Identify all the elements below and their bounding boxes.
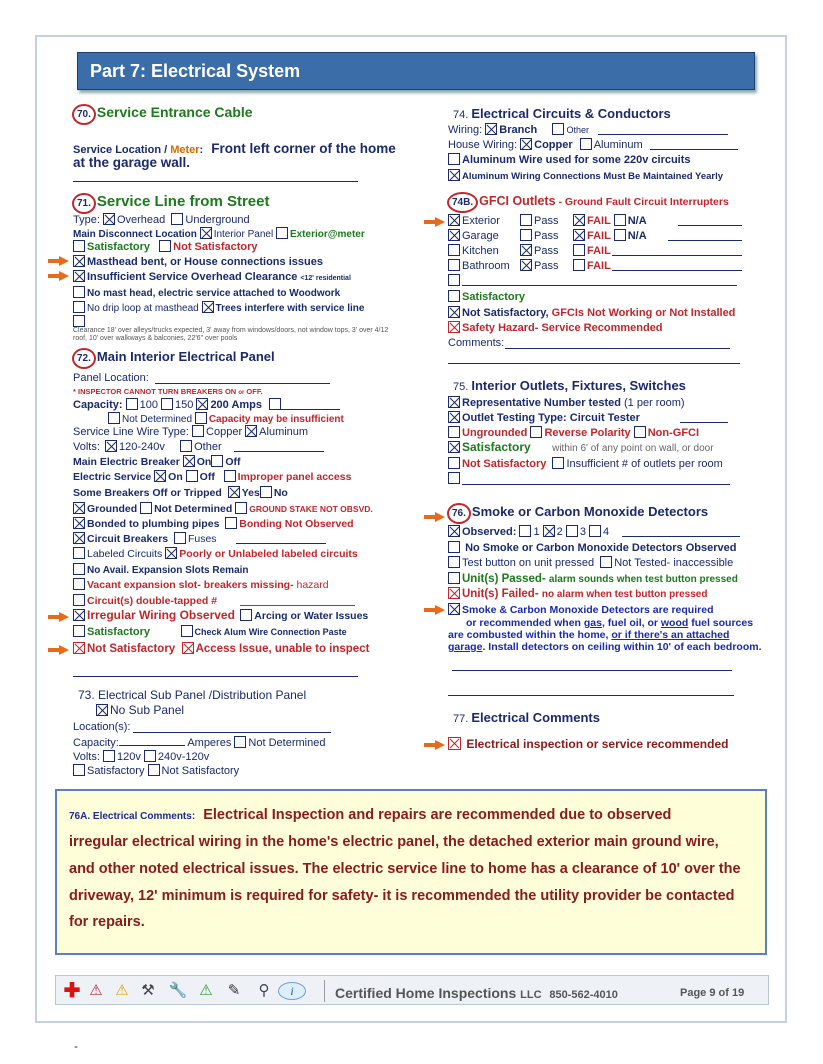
off-text: OFF. <box>246 387 263 396</box>
section-77 <box>453 711 600 726</box>
pass-label: Pass <box>534 230 559 242</box>
no-checkbox[interactable] <box>260 486 272 498</box>
clearance-note-1: Clearance 18' over alleys/trucks expected, 3' away from windows/doors, not window tops, 3' over 4/12 <box>73 327 389 334</box>
v120-label: 120v <box>116 751 141 763</box>
fuses-checkbox[interactable] <box>174 532 186 544</box>
aluminum-label: Aluminum <box>259 426 309 438</box>
comments-label: Comments: <box>448 337 505 349</box>
not-det-checkbox[interactable] <box>234 736 246 748</box>
section-70 <box>72 104 253 125</box>
capacity-label: Capacity: <box>73 737 119 749</box>
satisfactory-label: Satisfactory <box>87 765 145 777</box>
not-tested-checkbox[interactable] <box>600 556 612 568</box>
garage-checkbox[interactable] <box>448 229 460 241</box>
v240-checkbox[interactable] <box>144 750 156 762</box>
garage-pass-checkbox[interactable] <box>520 229 532 241</box>
copper-checkbox[interactable] <box>192 425 204 437</box>
info-icon: i <box>278 982 306 1000</box>
pass-label: Pass <box>534 245 559 257</box>
wiring-label: Wiring: <box>448 124 483 136</box>
testing-type-checkbox[interactable] <box>448 411 460 423</box>
v240-label: 240v-120v <box>157 751 210 763</box>
phone-number: 850-562-4010 <box>549 989 618 1001</box>
fail-label: FAIL <box>587 245 611 257</box>
circuit-breakers-label: Circuit Breakers <box>87 533 169 545</box>
item-number: 71. <box>72 193 96 214</box>
count-1-checkbox[interactable] <box>519 525 531 537</box>
not-det-label: Not Determined <box>248 737 326 749</box>
non-gfci-checkbox[interactable] <box>634 426 646 438</box>
bonding-not-label: Bonding Not Observed <box>239 518 354 530</box>
garage-na-checkbox[interactable] <box>614 229 626 241</box>
fail-label: FAIL <box>587 260 611 272</box>
aluminum-checkbox[interactable] <box>580 138 592 150</box>
rep-tested-label: Representative Number tested <box>462 397 621 409</box>
section-70-title: Service Entrance Cable <box>96 104 253 120</box>
some-breakers-label: Some Breakers Off or Tripped <box>73 487 222 499</box>
item-number: 74B. <box>447 192 478 213</box>
aluminum-checkbox[interactable] <box>245 425 257 437</box>
trees-label: Trees interfere with service line <box>215 303 365 314</box>
service-location-label: Service Location / <box>73 144 171 156</box>
arrow-icon <box>424 605 446 615</box>
bathroom-checkbox[interactable] <box>448 259 460 271</box>
ground-not-det-checkbox[interactable] <box>140 502 152 514</box>
required-text: fuel sources <box>688 617 754 629</box>
satisfactory-checkbox[interactable] <box>73 240 85 252</box>
other-label: Other <box>566 125 589 135</box>
not-satisfactory-label: Not Satisfactory <box>462 458 547 470</box>
ground-stake-label: GROUND STAKE NOT OBSVD. <box>249 504 373 514</box>
yes-label: Yes <box>241 487 260 499</box>
cap-insufficient-label: Capacity may be insufficient <box>208 414 344 425</box>
count-2-checkbox[interactable] <box>543 525 555 537</box>
section-74b-title: GFCI Outlets <box>479 194 556 208</box>
arrow-icon <box>48 271 70 281</box>
arrow-icon <box>48 612 70 622</box>
service-location-value-2: at the garage wall. <box>73 155 191 170</box>
main-disconnect-label: Main Disconnect Location <box>73 229 197 240</box>
ungrounded-label: Ungrounded <box>462 427 528 439</box>
not-tested-label: Not Tested- inaccessible <box>614 557 734 569</box>
section-header <box>77 52 755 90</box>
company-llc: LLC <box>520 989 542 1001</box>
grounded-label: Grounded <box>87 503 138 515</box>
ungrounded-checkbox[interactable] <box>448 426 460 438</box>
failed-label: Unit(s) Failed- <box>462 588 539 600</box>
amperes-label: Amperes <box>187 737 232 749</box>
ground-stake-checkbox[interactable] <box>235 502 247 514</box>
count-4-checkbox[interactable] <box>589 525 601 537</box>
test-button-label: Test button on unit pressed <box>462 557 595 569</box>
wood-text: wood <box>660 617 689 629</box>
not-satisfactory-checkbox[interactable] <box>448 457 460 469</box>
comment-line: for repairs. <box>69 914 145 930</box>
no-smoke-checkbox[interactable] <box>448 541 460 553</box>
no-sub-panel-label: No Sub Panel <box>110 703 185 717</box>
required-text: or recommended when <box>466 617 584 629</box>
blank-checkbox[interactable] <box>448 472 460 484</box>
required-text: are combusted within the home, <box>448 629 612 641</box>
section-74 <box>453 107 671 122</box>
passed-checkbox[interactable] <box>448 572 460 584</box>
pass-label: Pass <box>534 260 559 272</box>
section-73-title: Electrical Sub Panel /Distribution Panel <box>98 688 307 702</box>
cap-150-label: 150 <box>175 399 194 411</box>
exterior-label: Exterior <box>462 215 500 227</box>
count-3-label: 3 <box>579 526 586 538</box>
insufficient-outlets-checkbox[interactable] <box>552 457 564 469</box>
alum-220-label: Aluminum Wire used for some 220v circuits <box>462 154 691 166</box>
aluminum-label: Aluminum <box>593 139 643 151</box>
arrow-icon <box>48 256 70 266</box>
insufficient-clearance-checkbox[interactable] <box>73 270 85 282</box>
not-satisfactory-checkbox[interactable] <box>73 642 85 654</box>
company-name: Certified Home Inspections <box>335 985 517 1001</box>
section-77-title: Electrical Comments <box>471 710 600 725</box>
item-number: 77. <box>453 713 469 725</box>
safety-hazard-checkbox[interactable] <box>448 321 460 333</box>
count-2-label: 2 <box>556 526 563 538</box>
red-warning-icon: ⚠ <box>89 982 103 999</box>
satisfactory-checkbox[interactable] <box>448 290 460 302</box>
comments-label: 76A. Electrical Comments: <box>69 811 196 822</box>
gfci-not-label: GFCIs Not Working or Not Installed <box>551 307 736 319</box>
section-74b <box>447 192 729 213</box>
copper-checkbox[interactable] <box>520 138 532 150</box>
blank-checkbox[interactable] <box>73 315 85 327</box>
no-avail-checkbox[interactable] <box>73 563 85 575</box>
not-satisfactory-label: Not Satisfactory <box>87 643 176 655</box>
section-72-title: Main Interior Electrical Panel <box>96 349 275 364</box>
arcing-checkbox[interactable] <box>240 609 252 621</box>
kitchen-fail-checkbox[interactable] <box>573 244 585 256</box>
overhead-label: Overhead <box>116 214 166 226</box>
section-72 <box>72 348 275 369</box>
on-label: On <box>168 471 183 483</box>
not-satisfactory-checkbox[interactable] <box>148 764 160 776</box>
masthead-checkbox[interactable] <box>73 255 85 267</box>
failed-checkbox[interactable] <box>448 587 460 599</box>
hazard-label: hazard <box>296 579 329 591</box>
arrow-icon <box>424 740 446 750</box>
not-satisfactory-label: Not Satisfactory <box>173 241 258 253</box>
labeled-label: Labeled Circuits <box>87 548 163 560</box>
exterior-na-checkbox[interactable] <box>614 214 626 226</box>
arrow-icon <box>424 217 446 227</box>
alum-220-checkbox[interactable] <box>448 153 460 165</box>
v120-label: 120-240v <box>118 441 165 453</box>
on-label: On <box>196 456 212 468</box>
access-issue-checkbox[interactable] <box>182 642 194 654</box>
breaker-off-checkbox[interactable] <box>211 455 223 467</box>
cap-200-checkbox[interactable] <box>196 398 208 410</box>
locations-label: Location(s): <box>73 721 131 733</box>
not-determined-checkbox[interactable] <box>108 412 120 424</box>
satisfactory-label: Satisfactory <box>462 440 531 454</box>
satisfactory-label: Satisfactory <box>87 241 150 253</box>
section-74-title: Electrical Circuits & Conductors <box>471 106 671 121</box>
testing-type-label: Outlet Testing Type: <box>462 412 567 424</box>
poorly-labeled-checkbox[interactable] <box>165 547 177 559</box>
wrench-icon: 🔧 <box>168 982 188 999</box>
breaker-on-checkbox[interactable] <box>183 455 195 467</box>
grounded-checkbox[interactable] <box>73 502 85 514</box>
comment-line: Electrical Inspection and repairs are recommended due to observed <box>203 807 672 823</box>
magnifier-icon: ⚲ <box>258 982 270 999</box>
residential-note: <12' residential <box>300 275 351 282</box>
clearance-note-2: roof, 10' over walkways & balconies, 22'6" over pools <box>73 335 238 342</box>
meter-label: Meter <box>170 144 200 156</box>
safety-hazard-label: Safety Hazard- Service Recommended <box>462 322 663 334</box>
item-number: 74. <box>453 109 469 121</box>
item-number: 72. <box>72 348 96 369</box>
yellow-warning-icon: ⚠ <box>115 982 129 999</box>
hammer-icon: ⚒ <box>141 982 155 999</box>
circuit-breakers-checkbox[interactable] <box>73 532 85 544</box>
comment-line: and other noted electrical issues. The electric service line to home has a clearance of 10' over the <box>69 861 741 877</box>
overhead-checkbox[interactable] <box>103 213 115 225</box>
satisfactory-label: Satisfactory <box>462 291 525 303</box>
footer <box>55 975 769 1005</box>
double-tapped-label: Circuit(s) double-tapped # <box>87 595 218 607</box>
cap-100-label: 100 <box>139 399 158 411</box>
blank-checkbox[interactable] <box>448 274 460 286</box>
kitchen-pass-checkbox[interactable] <box>520 244 532 256</box>
required-text: . Install detectors on ceiling within 10' of each bedroom. <box>482 641 762 653</box>
service-recommended-label: Electrical inspection or service recommended <box>466 737 729 751</box>
rep-tested-note: (1 per room) <box>624 397 685 409</box>
no-sub-panel-checkbox[interactable] <box>96 704 108 716</box>
labeled-checkbox[interactable] <box>73 547 85 559</box>
v120-checkbox[interactable] <box>105 440 117 452</box>
exterior-pass-checkbox[interactable] <box>520 214 532 226</box>
not-satisfactory-label: Not Satisfactory <box>161 765 240 777</box>
trees-checkbox[interactable] <box>202 301 214 313</box>
irregular-wiring-checkbox[interactable] <box>73 609 85 621</box>
colon: : <box>199 144 204 156</box>
double-tapped-checkbox[interactable] <box>73 594 85 606</box>
section-75 <box>453 379 686 394</box>
not-determined-label: Not Determined <box>122 414 193 425</box>
item-number: 76. <box>447 503 471 524</box>
or-text: or <box>238 390 245 396</box>
improper-access-checkbox[interactable] <box>224 470 236 482</box>
service-off-checkbox[interactable] <box>186 470 198 482</box>
exterior-meter-checkbox[interactable] <box>276 227 288 239</box>
no-avail-label: No Avail. Expansion Slots Remain <box>87 565 249 576</box>
wire-type-label: Service Line Wire Type: <box>73 426 189 438</box>
failed-note: no alarm when test button pressed <box>541 589 708 600</box>
satisfactory-label: Satisfactory <box>87 626 150 638</box>
irregular-wiring-label: Irregular Wiring Observed <box>87 608 235 622</box>
no-label: No <box>273 487 288 499</box>
garage-text: or if there's an attached <box>611 629 730 641</box>
interior-panel-checkbox[interactable] <box>200 227 212 239</box>
bonded-label: Bonded to plumbing pipes <box>87 518 220 530</box>
poorly-labeled-label: Poorly or Unlabeled labeled circuits <box>179 548 358 560</box>
arrow-icon <box>424 512 446 522</box>
inspector-note: * INSPECTOR CANNOT TURN BREAKERS ON <box>73 387 237 396</box>
red-cross-icon: ✚ <box>63 980 81 1002</box>
item-number: 75. <box>453 381 469 393</box>
testing-type-value: Circuit Tester <box>569 412 640 424</box>
comment-line: driveway, 12' minimum is required for safety- it is recommended the utility provider be contacted <box>69 888 735 904</box>
vacant-checkbox[interactable] <box>73 578 85 590</box>
count-4-label: 4 <box>603 526 610 538</box>
interior-panel-label: Interior Panel <box>213 229 274 240</box>
non-gfci-label: Non-GFCI <box>647 427 700 439</box>
other-label: Other <box>194 441 222 453</box>
comment-line: irregular electrical wiring in the home's electric panel, the detached exterior main ground wire, <box>69 834 719 850</box>
section-73 <box>78 689 306 702</box>
exterior-meter-label: Exterior@meter <box>289 229 365 240</box>
count-3-checkbox[interactable] <box>566 525 578 537</box>
underground-checkbox[interactable] <box>171 213 183 225</box>
brush-icon: ✎ <box>227 982 241 999</box>
improper-access-label: Improper panel access <box>237 471 352 483</box>
garage-label: Garage <box>462 230 499 242</box>
kitchen-checkbox[interactable] <box>448 244 460 256</box>
other-checkbox[interactable] <box>180 440 192 452</box>
volts-label: Volts: <box>73 441 100 453</box>
count-1-label: 1 <box>533 526 540 538</box>
type-label: Type: <box>73 214 100 226</box>
underground-label: Underground <box>185 214 250 226</box>
bonded-checkbox[interactable] <box>73 517 85 529</box>
passed-label: Unit(s) Passed- <box>462 573 546 585</box>
insufficient-clearance-label: Insufficient Service Overhead Clearance <box>87 271 298 283</box>
cap-150-checkbox[interactable] <box>161 398 173 410</box>
cap-insufficient-checkbox[interactable] <box>195 412 207 424</box>
item-number: 73. <box>78 688 95 702</box>
copper-label: Copper <box>534 139 573 151</box>
cap-100-checkbox[interactable] <box>126 398 138 410</box>
house-wiring-label: House Wiring: <box>448 139 518 151</box>
fail-label: FAIL <box>587 215 611 227</box>
volts-label: Volts: <box>73 751 100 763</box>
bathroom-pass-checkbox[interactable] <box>520 259 532 271</box>
no-smoke-label: No Smoke or Carbon Monoxide Detectors Observed <box>465 542 737 554</box>
arrow-icon <box>48 645 70 655</box>
reverse-polarity-checkbox[interactable] <box>530 426 542 438</box>
fail-label: FAIL <box>587 230 611 242</box>
required-label: Smoke & Carbon Monoxide Detectors are required <box>462 604 714 616</box>
off-label: Off <box>225 456 241 468</box>
section-title: Part 7: Electrical System <box>90 61 301 81</box>
section-74b-subtitle: - Ground Fault Circuit Interrupters <box>555 196 729 208</box>
exterior-checkbox[interactable] <box>448 214 460 226</box>
insufficient-outlets-label: Insufficient # of outlets per room <box>566 458 723 470</box>
within-note: within 6' of any point on wall, or door <box>552 443 714 454</box>
no-mast-label: No mast head, electric service attached to Woodwork <box>87 288 341 299</box>
ground-not-det-label: Not Determined <box>154 503 233 515</box>
section-76 <box>447 503 708 524</box>
satisfactory-checkbox[interactable] <box>448 441 460 453</box>
bottom-dash: - <box>74 1039 78 1053</box>
no-drip-checkbox[interactable] <box>73 301 85 313</box>
other-checkbox[interactable] <box>552 123 564 135</box>
yes-checkbox[interactable] <box>228 486 240 498</box>
observed-label: Observed: <box>462 526 517 538</box>
electric-service-label: Electric Service <box>73 471 152 483</box>
access-issue-label: Access Issue, unable to inspect <box>195 643 370 655</box>
reverse-polarity-label: Reverse Polarity <box>544 427 631 439</box>
cap-200-label: 200 Amps <box>210 399 262 411</box>
observed-checkbox[interactable] <box>448 525 460 537</box>
no-mast-checkbox[interactable] <box>73 286 85 298</box>
required-checkbox[interactable] <box>448 603 460 615</box>
section-71-title: Service Line from Street <box>96 193 270 210</box>
kitchen-label: Kitchen <box>462 245 499 257</box>
branch-label: Branch <box>499 124 538 136</box>
rep-tested-checkbox[interactable] <box>448 396 460 408</box>
not-satisfactory-label: Not Satisfactory, <box>462 307 549 319</box>
panel-location-label: Panel Location: <box>73 372 149 384</box>
na-label: N/A <box>627 230 647 242</box>
bathroom-label: Bathroom <box>462 260 510 272</box>
green-warning-icon: ⚠ <box>199 982 213 999</box>
vacant-label: Vacant expansion slot- breakers missing- <box>87 579 294 591</box>
not-satisfactory-checkbox[interactable] <box>448 306 460 318</box>
pass-label: Pass <box>534 215 559 227</box>
exterior-fail-checkbox[interactable] <box>573 214 585 226</box>
main-breaker-label: Main Electric Breaker <box>73 456 180 468</box>
item-number: 70. <box>72 104 96 125</box>
check-alum-checkbox[interactable] <box>181 625 193 637</box>
section-75-title: Interior Outlets, Fixtures, Switches <box>471 378 686 393</box>
off-label: Off <box>199 471 215 483</box>
passed-note: alarm sounds when test button pressed <box>548 574 738 585</box>
copper-label: Copper <box>206 426 243 438</box>
na-label: N/A <box>627 215 647 227</box>
service-on-checkbox[interactable] <box>154 470 166 482</box>
capacity-label: Capacity: <box>73 399 123 411</box>
garage-fail-checkbox[interactable] <box>573 229 585 241</box>
alum-conn-label: Aluminum Wiring Connections Must Be Maintained Yearly <box>462 171 724 182</box>
service-recommended-checkbox[interactable] <box>448 737 461 750</box>
comments-box <box>55 789 767 955</box>
test-button-checkbox[interactable] <box>448 556 460 568</box>
garage-text: garage <box>448 641 483 653</box>
gas-text: gas <box>583 617 602 629</box>
not-satisfactory-checkbox[interactable] <box>159 240 171 252</box>
satisfactory-checkbox[interactable] <box>73 764 85 776</box>
arcing-label: Arcing or Water Issues <box>254 610 369 622</box>
check-alum-label: Check Alum Wire Connection Paste <box>194 627 347 637</box>
section-76-title: Smoke or Carbon Monoxide Detectors <box>471 504 709 519</box>
fuses-label: Fuses <box>187 533 217 545</box>
section-71 <box>72 193 269 214</box>
masthead-label: Masthead bent, or House connections issues <box>87 256 323 268</box>
required-text: , fuel oil, or <box>601 617 661 629</box>
v120-checkbox[interactable] <box>103 750 115 762</box>
bathroom-fail-checkbox[interactable] <box>573 259 585 271</box>
bonding-not-checkbox[interactable] <box>225 517 237 529</box>
no-drip-label: No drip loop at masthead <box>87 303 199 314</box>
satisfactory-checkbox[interactable] <box>73 625 85 637</box>
alum-conn-checkbox[interactable] <box>448 169 460 181</box>
service-location-value: Front left corner of the home <box>211 141 396 156</box>
page-number: Page 9 of 19 <box>680 987 745 999</box>
branch-checkbox[interactable] <box>485 123 497 135</box>
